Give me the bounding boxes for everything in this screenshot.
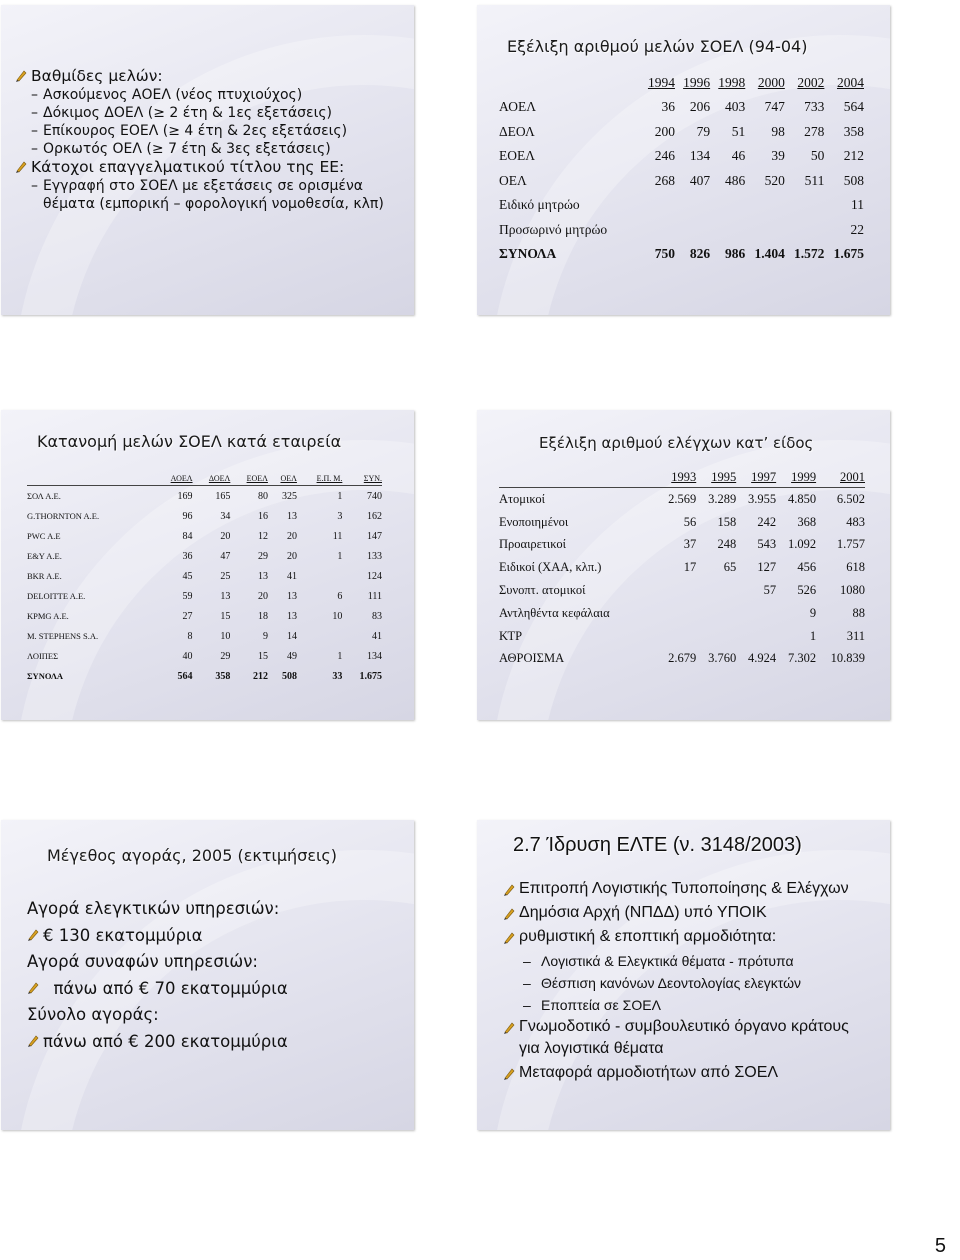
list-item-text: πάνω από € 200 εκατομμύρια (43, 1031, 288, 1051)
table-cell (656, 602, 696, 625)
slide-market-size (1, 820, 414, 1130)
table-cell (696, 625, 736, 648)
table-cell: 50 (810, 148, 825, 164)
column-header (27, 474, 154, 486)
row-label: Προαιρετικοί (499, 537, 566, 552)
row-label: G.THORNTON A.E. (27, 511, 100, 521)
table-cell: 13 (286, 610, 297, 622)
table-cell: 15 (257, 650, 268, 662)
table-cell: 278 (804, 123, 825, 139)
table-cell: 1080 (840, 583, 865, 598)
table-cell (745, 218, 785, 243)
list-item-text: Δόκιμος ΔΟΕΛ (≥ 2 έτη & 1ες εξετάσεις) (43, 105, 333, 121)
column-header: ΑΟΕΛ (154, 474, 193, 486)
table-cell: 20 (257, 590, 268, 602)
table-cell: 57 (763, 583, 777, 598)
table-cell: 368 (797, 514, 817, 529)
table-row (27, 526, 382, 546)
table-cell: 83 (372, 610, 382, 622)
pen-bullet-icon (503, 929, 515, 943)
table-cell: 511 (804, 172, 825, 188)
row-label: KPMG A.E. (27, 611, 69, 621)
members-evolution-table (499, 75, 864, 267)
table-header-row (499, 470, 865, 488)
table-cell: 3.955 (748, 491, 777, 506)
table-cell (656, 579, 696, 602)
column-header: 1996 (683, 75, 711, 90)
table-cell: 47 (220, 550, 231, 562)
table-cell: 29 (257, 550, 268, 562)
pen-bullet-icon (27, 1029, 39, 1043)
slide-members-evolution (477, 5, 890, 315)
table-cell: 36 (182, 550, 193, 562)
table-cell: 49 (286, 650, 297, 662)
column-header: ΣΥΝ. (342, 474, 382, 486)
table-cell: 59 (182, 590, 193, 602)
column-header: 1998 (718, 75, 746, 90)
table-cell: 134 (689, 148, 711, 164)
row-label: Αντληθέντα κεφάλαια (499, 605, 610, 620)
list-item (27, 949, 407, 976)
table-cell: 11 (851, 197, 864, 213)
table-row (499, 556, 865, 579)
list-item-text: Θέσπιση κανόνων Δεοντολογίας ελεγκτών (541, 975, 802, 991)
row-label: ΚΤΡ (499, 628, 523, 643)
column-header: ΕΟΕΛ (230, 474, 268, 486)
list-item-text: Λογιστικά & Ελεγκτικά θέματα - πρότυπα (541, 953, 794, 969)
table-cell: 45 (182, 570, 193, 582)
table-cell: 13 (286, 590, 297, 602)
table-cell (710, 193, 745, 218)
row-label: Ειδικό μητρώο (499, 197, 580, 213)
pen-bullet-icon (27, 976, 39, 990)
table-row (499, 648, 865, 671)
row-label: ΣΥΝΟΛΑ (499, 246, 557, 262)
table-cell: 79 (696, 123, 711, 139)
table-cell: 747 (764, 99, 785, 115)
table-cell: 1.572 (794, 246, 825, 262)
table-cell: 206 (689, 99, 711, 115)
column-header: ΟΕΛ (268, 474, 297, 486)
row-label: ΑΘΡΟΙΣΜΑ (499, 651, 565, 666)
column-header: 1995 (696, 470, 736, 488)
table-cell: 39 (771, 148, 785, 164)
table-cell: 96 (182, 510, 193, 522)
table-cell: 27 (182, 610, 193, 622)
list-item-text: Επιτροπή Λογιστικής Τυποποίησης & Ελέγχων (519, 880, 849, 897)
table-cell: 41 (286, 570, 297, 582)
table-cell: 147 (367, 530, 382, 542)
table-row (499, 534, 865, 557)
table-cell: 51 (731, 123, 746, 139)
table-cell: 2.679 (668, 651, 697, 666)
table-cell: 4.924 (748, 651, 777, 666)
table-cell: 618 (846, 560, 865, 575)
column-header: 2000 (757, 75, 785, 90)
table-cell: 3 (337, 510, 343, 522)
table-cell: 483 (846, 514, 865, 529)
list-item (27, 896, 407, 923)
dash-bullet-icon: – (31, 141, 38, 157)
table-cell: 40 (182, 650, 193, 662)
list-item-text: Ορκωτός ΟΕΛ (≥ 7 έτη & 3ες εξετάσεις) (43, 141, 331, 157)
table-cell: 3.289 (708, 491, 737, 506)
row-label: Προσωρινό μητρώο (499, 221, 608, 237)
list-item (15, 67, 405, 86)
table-cell: 248 (717, 537, 737, 552)
table-cell: 456 (797, 560, 817, 575)
table-cell: 37 (683, 537, 697, 552)
table-cell: 9 (262, 630, 268, 642)
table-cell: 10 (332, 610, 343, 622)
table-cell: 246 (654, 148, 675, 164)
table-cell: 358 (843, 123, 864, 139)
list-item-text: πάνω από € 70 εκατομμύρια (43, 978, 288, 998)
table-cell: 34 (220, 510, 231, 522)
list-item-text: Μεταφορά αρμοδιοτήτων από ΣΟΕΛ (519, 1064, 779, 1081)
pen-bullet-icon (27, 923, 39, 937)
dash-bullet-icon: – (31, 123, 38, 139)
column-header: 1997 (736, 470, 776, 488)
table-cell: 986 (725, 246, 746, 262)
list-item (15, 140, 405, 158)
table-cell: 29 (220, 650, 231, 662)
dash-bullet-icon: – (523, 953, 531, 969)
table-cell: 80 (257, 490, 268, 502)
list-item-text: Εποπτεία σε ΣΟΕΛ (541, 997, 661, 1013)
slide-member-grades (1, 5, 414, 315)
dash-bullet-icon: – (31, 105, 38, 121)
list-item (15, 122, 405, 140)
list-item (503, 1016, 868, 1060)
table-cell (640, 218, 675, 243)
table-cell (696, 602, 736, 625)
table-cell: 36 (661, 99, 675, 115)
list-item-text: Γνωμοδοτικό - συμβουλευτικό όργανο κράτους για λογιστικά θέματα (519, 1018, 849, 1057)
table-cell: 1.404 (754, 246, 785, 262)
table-cell: 1 (809, 628, 817, 643)
table-row (499, 625, 865, 648)
table-cell: 88 (852, 605, 865, 620)
table-cell: 162 (367, 510, 382, 522)
table-cell: 65 (723, 560, 737, 575)
list-item-text: Αγορά συναφών υπηρεσιών: (27, 952, 258, 971)
list-item-text: Βαθμίδες μελών: (31, 67, 163, 85)
column-header: 1999 (776, 470, 816, 488)
table-cell: 158 (717, 514, 737, 529)
list-item-text: Δημόσια Αρχή (ΝΠΔΔ) υπό ΥΠΟΙΚ (519, 904, 767, 921)
table-cell: 84 (182, 530, 193, 542)
pen-bullet-icon (503, 1065, 515, 1079)
row-label: E&Y A.E. (27, 551, 62, 561)
table-cell: 526 (797, 583, 817, 598)
row-label: ΟΕΛ (499, 172, 527, 188)
table-cell: 98 (771, 123, 785, 139)
dash-bullet-icon: – (31, 87, 38, 103)
pen-bullet-icon (503, 881, 515, 895)
table-row (499, 95, 864, 120)
column-header (499, 470, 656, 488)
column-header: Ε.Π. Μ. (297, 474, 342, 486)
table-cell: 2.569 (668, 491, 697, 506)
table-cell: 124 (367, 570, 382, 582)
table-header-row (27, 474, 382, 486)
table-cell: 7.302 (787, 651, 817, 666)
table-cell: 169 (177, 490, 193, 502)
row-label: PWC A.E (27, 531, 61, 541)
table-cell: 16 (257, 510, 268, 522)
table-row (27, 666, 382, 686)
table-cell: 543 (757, 537, 777, 552)
table-row (27, 486, 382, 507)
table-cell: 508 (281, 670, 297, 682)
table-cell (736, 625, 776, 648)
table-cell: 1 (337, 550, 343, 562)
table-cell (785, 218, 825, 243)
table-cell: 564 (177, 670, 193, 682)
list-item-text: Επίκουρος ΕΟΕΛ (≥ 4 έτη & 2ες εξετάσεις) (43, 123, 348, 139)
table-cell (297, 566, 342, 586)
slide-title: Κατανομή μελών ΣΟΕΛ κατά εταιρεία (37, 432, 342, 451)
member-grades-list (15, 67, 405, 213)
list-item (503, 950, 868, 972)
list-item-text: Σύνολο αγοράς: (27, 1005, 159, 1024)
table-cell: 8 (187, 630, 193, 642)
table-cell (785, 193, 825, 218)
table-row (27, 626, 382, 646)
list-item (503, 994, 868, 1016)
dash-bullet-icon: – (523, 975, 531, 991)
page-number: 5 (934, 1235, 946, 1257)
table-cell: 20 (286, 550, 297, 562)
table-cell: 127 (757, 560, 777, 575)
row-label: ΣΟΛ Α.Ε. (27, 491, 61, 501)
row-label: ΔΕΟΛ (499, 123, 535, 139)
table-cell: 9 (809, 605, 817, 620)
table-cell: 358 (215, 670, 231, 682)
column-header (499, 75, 640, 95)
list-item (27, 1002, 407, 1029)
table-cell (640, 193, 675, 218)
audits-by-type-table (499, 470, 865, 670)
table-row (27, 566, 382, 586)
table-cell: 13 (257, 570, 268, 582)
table-cell (656, 625, 696, 648)
table-row (499, 602, 865, 625)
pen-bullet-icon (503, 1019, 515, 1033)
table-cell (696, 579, 736, 602)
table-row (499, 242, 864, 267)
table-cell: 750 (654, 246, 675, 262)
table-cell: 212 (252, 670, 268, 682)
table-cell: 10.839 (830, 651, 865, 666)
table-cell: 733 (804, 99, 825, 115)
slide-title: 2.7 Ίδρυση ΕΛΤΕ (ν. 3148/2003) (513, 834, 802, 856)
table-cell: 826 (689, 246, 711, 262)
table-cell: 564 (843, 99, 864, 115)
table-cell: 13 (220, 590, 231, 602)
list-item-text: ρυθμιστική & εποπτική αρμοδιότητα: (519, 928, 777, 945)
table-row (499, 144, 864, 169)
table-cell (736, 602, 776, 625)
table-cell (297, 626, 342, 646)
column-header: ΔΟΕΛ (193, 474, 231, 486)
table-cell: 1 (337, 650, 343, 662)
dash-bullet-icon: – (31, 178, 38, 194)
column-header: 1993 (656, 470, 696, 488)
table-row (499, 488, 865, 511)
table-cell: 14 (286, 630, 297, 642)
table-cell: 403 (725, 99, 746, 115)
row-label: Συνοπτ. ατομικοί (499, 583, 586, 598)
table-cell: 6 (337, 590, 343, 602)
table-cell: 268 (654, 172, 675, 188)
pen-bullet-icon (15, 159, 27, 173)
pen-bullet-icon (503, 905, 515, 919)
table-cell: 17 (683, 560, 697, 575)
table-cell: 407 (689, 172, 711, 188)
list-item (503, 902, 868, 924)
list-item (27, 1029, 407, 1056)
table-cell: 1.092 (787, 537, 817, 552)
table-cell: 212 (843, 148, 864, 164)
elte-list (503, 878, 868, 1086)
table-row (27, 646, 382, 666)
list-item-text: € 130 εκατομμύρια (43, 925, 203, 945)
list-item (503, 1062, 868, 1084)
row-label: BKR A.E. (27, 571, 62, 581)
list-item (15, 158, 405, 177)
row-label: ΛΟΙΠΕΣ (27, 651, 59, 661)
row-label: ΑΟΕΛ (499, 99, 536, 115)
table-cell: 1.757 (836, 537, 865, 552)
slide-members-by-firm (1, 410, 414, 720)
table-cell: 242 (757, 514, 777, 529)
table-cell: 46 (731, 148, 746, 164)
table-cell: 41 (372, 630, 382, 642)
column-header: 2001 (816, 470, 865, 488)
table-row (499, 218, 864, 243)
table-cell: 520 (764, 172, 785, 188)
table-cell (745, 193, 785, 218)
list-item (27, 923, 407, 950)
list-item (27, 976, 407, 1003)
list-item-text: Κάτοχοι επαγγελματικού τίτλου της ΕΕ: (31, 158, 345, 176)
pen-bullet-icon (15, 68, 27, 82)
table-row (27, 606, 382, 626)
dash-bullet-icon: – (523, 997, 531, 1013)
table-cell (675, 193, 710, 218)
row-label: Ειδικοί (ΧΑΑ, κλπ.) (499, 560, 602, 575)
table-row (27, 546, 382, 566)
table-cell: 25 (220, 570, 231, 582)
table-cell: 134 (367, 650, 382, 662)
table-cell: 15 (220, 610, 231, 622)
list-item (503, 972, 868, 994)
members-by-firm-table (27, 474, 382, 686)
table-cell: 33 (332, 670, 343, 682)
table-cell: 200 (654, 123, 675, 139)
table-cell: 111 (367, 590, 382, 602)
table-cell: 13 (286, 510, 297, 522)
list-item (503, 926, 868, 948)
table-cell: 508 (843, 172, 864, 188)
table-cell: 486 (725, 172, 746, 188)
table-cell: 18 (257, 610, 268, 622)
table-cell: 1 (337, 490, 343, 502)
table-row (27, 506, 382, 526)
list-item-text: Ασκούμενος ΑΟΕΛ (νέος πτυχιούχος) (43, 87, 303, 103)
table-row (499, 511, 865, 534)
table-header-row (499, 75, 864, 95)
table-cell: 56 (683, 514, 697, 529)
list-item (15, 104, 405, 122)
column-header: 2004 (837, 75, 864, 90)
table-cell: 311 (846, 628, 865, 643)
list-item (15, 86, 405, 104)
table-cell: 6.502 (836, 491, 865, 506)
table-row (27, 586, 382, 606)
table-cell (675, 218, 710, 243)
row-label: M. STEPHENS S.A. (27, 631, 99, 641)
table-row (499, 579, 865, 602)
row-label: Ενοποιημένοι (499, 514, 569, 529)
row-label: ΕΟΕΛ (499, 148, 536, 164)
table-row (499, 169, 864, 194)
table-cell: 1.675 (359, 670, 382, 682)
market-size-list (27, 896, 407, 1055)
table-cell: 22 (850, 221, 864, 237)
table-cell (710, 218, 745, 243)
table-cell: 12 (257, 530, 268, 542)
slide-elte-founding (477, 820, 890, 1130)
table-cell: 325 (281, 490, 297, 502)
list-item (503, 878, 868, 900)
row-label: DELOITTE A.E. (27, 591, 86, 601)
table-cell: 133 (367, 550, 382, 562)
table-cell: 1.675 (833, 246, 864, 262)
table-cell: 740 (367, 490, 382, 502)
table-row (499, 120, 864, 145)
table-cell: 20 (286, 530, 297, 542)
row-label: ΣΥΝΟΛΑ (27, 671, 64, 681)
slide-title: Εξέλιξη αριθμού ελέγχων κατ’ είδος (539, 434, 814, 452)
table-cell: 4.850 (787, 491, 817, 506)
list-item (15, 177, 405, 213)
table-cell: 11 (332, 530, 343, 542)
table-row (499, 193, 864, 218)
list-item-text: Εγγραφή στο ΣΟΕΛ με εξετάσεις σε ορισμένα θέματα (εμπορική – φορολογική νομοθεσία, κλπ) (43, 178, 384, 212)
table-cell: 20 (220, 530, 231, 542)
column-header: 1994 (647, 75, 675, 90)
column-header: 2002 (797, 75, 825, 90)
list-item-text: Αγορά ελεγκτικών υπηρεσιών: (27, 899, 280, 918)
row-label: Ατομικοί (499, 491, 546, 506)
slide-audits-by-type (477, 410, 890, 720)
slide-title: Εξέλιξη αριθμού μελών ΣΟΕΛ (94-04) (507, 37, 808, 56)
table-cell: 165 (215, 490, 231, 502)
table-cell: 3.760 (708, 651, 737, 666)
table-cell: 10 (220, 630, 231, 642)
slide-title: Μέγεθος αγοράς, 2005 (εκτιμήσεις) (47, 846, 338, 865)
